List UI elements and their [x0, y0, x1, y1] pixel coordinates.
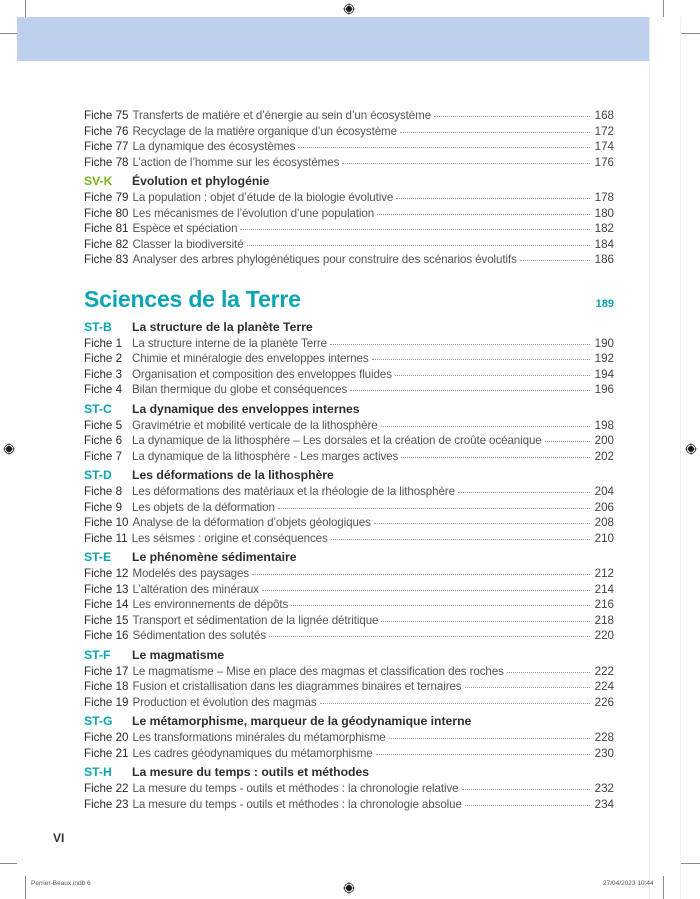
leader-dots — [434, 115, 590, 117]
fiche-label: Fiche 6 — [84, 434, 123, 447]
toc-entry[interactable] — [84, 155, 614, 171]
section-code: SV-K — [84, 174, 113, 188]
leader-dots — [507, 671, 590, 673]
leader-dots — [396, 197, 590, 199]
fiche-title: Le magmatisme – Mise en place des magmas et classification des roches — [132, 664, 504, 678]
toc-entry[interactable] — [84, 484, 614, 500]
fiche-title: La dynamique des écosystèmes — [132, 140, 296, 153]
page-number: 208 — [594, 516, 614, 529]
fiche-label: Fiche 5 — [84, 418, 123, 432]
page-number: 178 — [594, 191, 614, 204]
fiche-title: Modelés des paysages — [132, 567, 250, 580]
section-code: ST-H — [84, 765, 112, 779]
leader-dots — [252, 573, 590, 575]
toc-entry[interactable] — [84, 500, 614, 516]
page-number: 216 — [594, 598, 614, 611]
section-code: ST-E — [84, 550, 112, 564]
fiche-title: Transport et sédimentation de la lignée détritique — [132, 613, 379, 627]
fiche-title: L’action de l’homme sur les écosystèmes — [132, 155, 340, 169]
page-number: 234 — [594, 797, 614, 811]
fiche-label: Fiche 82 — [84, 237, 129, 251]
toc-entry[interactable] — [84, 730, 614, 746]
fiche-title: Sédimentation des solutés — [132, 629, 266, 642]
toc-section-st-f — [84, 646, 614, 711]
fiche-label: Fiche 80 — [84, 206, 129, 220]
page-number: 194 — [594, 367, 614, 381]
page-number: 214 — [594, 582, 614, 596]
fiche-title: Les déformations des matériaux et la rhéologie de la lithosphère — [132, 485, 455, 498]
fiche-label: Fiche 2 — [84, 352, 123, 365]
leader-dots — [278, 507, 590, 509]
fiche-label: Fiche 16 — [84, 629, 129, 642]
page-number: 186 — [594, 253, 614, 266]
page-number: 232 — [594, 782, 614, 795]
toc-entry[interactable] — [84, 252, 614, 268]
fiche-label: Fiche 79 — [84, 191, 129, 204]
fiche-label: Fiche 19 — [84, 695, 129, 709]
fiche-title: La structure interne de la planète Terre — [132, 336, 327, 350]
fiche-label: Fiche 8 — [84, 485, 123, 498]
leader-dots — [381, 620, 590, 622]
earth-science-sections — [84, 318, 614, 813]
toc-section-st-b — [84, 318, 614, 398]
section-name: La mesure du temps : outils et méthodes — [132, 765, 370, 779]
toc-entry[interactable] — [84, 695, 614, 711]
toc-entry[interactable] — [84, 221, 614, 237]
leader-dots — [269, 635, 590, 637]
fiche-label: Fiche 20 — [84, 731, 129, 744]
fiche-label: Fiche 81 — [84, 222, 129, 235]
fiche-label: Fiche 11 — [84, 531, 128, 545]
page-number: 190 — [594, 336, 614, 350]
part-heading[interactable] — [84, 282, 614, 316]
toc-entry[interactable] — [84, 108, 614, 124]
leader-dots — [462, 788, 591, 790]
fiche-title: La mesure du temps - outils et méthodes : la chronologie absolue — [132, 797, 462, 811]
page-edge-line — [649, 17, 650, 899]
page-number: 176 — [594, 155, 614, 169]
leader-dots — [401, 456, 590, 458]
leader-dots — [372, 358, 590, 360]
crop-mark-top-right-horizontal — [680, 33, 700, 34]
fiche-title: Recyclage de la matière organique d’un écosystème — [132, 124, 397, 138]
page-number: 172 — [594, 124, 614, 138]
fiche-label: Fiche 78 — [84, 155, 129, 169]
fiche-label: Fiche 12 — [84, 567, 129, 580]
crop-mark-top-left-vertical — [25, 0, 26, 17]
leader-dots — [331, 538, 590, 540]
leader-dots — [342, 162, 590, 164]
fiche-title: Bilan thermique du globe et conséquences — [132, 383, 348, 396]
section-code: ST-D — [84, 468, 112, 482]
toc-block-sv-j-continued — [84, 108, 614, 170]
fiche-label: Fiche 1 — [84, 336, 123, 350]
toc-entry[interactable] — [84, 139, 614, 155]
fiche-label: Fiche 4 — [84, 383, 123, 396]
toc-entry[interactable] — [84, 664, 614, 680]
fiche-label: Fiche 3 — [84, 367, 123, 381]
leader-dots — [298, 146, 590, 148]
leader-dots — [262, 589, 590, 591]
section-name: Les déformations de la lithosphère — [132, 468, 334, 482]
section-heading — [84, 466, 614, 484]
leader-dots — [330, 343, 590, 345]
page-number: 198 — [594, 418, 614, 432]
toc-section-st-c — [84, 400, 614, 465]
page-number: 200 — [594, 434, 614, 447]
fiche-label: Fiche 9 — [84, 500, 123, 514]
section-name: Le magmatisme — [132, 647, 225, 662]
page-number: 220 — [594, 629, 614, 642]
fiche-title: Les cadres géodynamiques du métamorphisme — [132, 746, 373, 760]
fiche-label: Fiche 83 — [84, 253, 129, 266]
fiche-title: Analyse de la déformation d’objets géologiques — [132, 516, 371, 529]
page-number: 204 — [594, 485, 614, 498]
page-number: 218 — [594, 613, 614, 627]
page-number: 226 — [594, 695, 614, 709]
section-code: ST-B — [84, 319, 112, 334]
leader-dots — [320, 702, 590, 704]
toc-section-st-h — [84, 763, 614, 812]
page-number: 192 — [594, 352, 614, 365]
section-heading — [84, 400, 614, 418]
toc-section-st-e — [84, 548, 614, 644]
leader-dots — [465, 804, 590, 806]
fiche-title: Les mécanismes de l’évolution d’une population — [132, 206, 375, 220]
page-number: 182 — [594, 222, 614, 235]
crop-mark-top-right-vertical — [663, 0, 664, 17]
fiche-label: Fiche 76 — [84, 124, 129, 138]
fiche-title: Espèce et spéciation — [132, 222, 238, 235]
registration-mark-icon — [685, 443, 697, 455]
toc-entry[interactable] — [84, 781, 614, 797]
toc-entry[interactable] — [84, 515, 614, 531]
leader-dots — [545, 440, 590, 442]
crop-mark-bottom-right-horizontal — [680, 863, 700, 864]
toc-section-sv-k — [84, 172, 614, 268]
toc-entry[interactable] — [84, 613, 614, 629]
section-name: La structure de la planète Terre — [132, 319, 313, 334]
leader-dots — [465, 686, 591, 688]
toc-entry[interactable] — [84, 190, 614, 206]
fiche-label: Fiche 23 — [84, 797, 129, 811]
fiche-title: Production et évolution des magmas — [132, 695, 317, 709]
fiche-title: Transferts de matière et d’énergie au sein d’un écosystème — [132, 109, 432, 122]
fiche-title: L’altération des minéraux — [132, 582, 259, 596]
leader-dots — [377, 213, 590, 215]
page-edge-line — [680, 17, 681, 899]
toc-entry[interactable] — [84, 237, 614, 253]
slug-datetime: 27/04/2023 10:44 — [603, 880, 654, 887]
page-number: 180 — [594, 206, 614, 220]
toc-entry[interactable] — [84, 582, 614, 598]
toc-entry[interactable] — [84, 449, 614, 465]
leader-dots — [291, 604, 590, 606]
folio-page-number: VI — [53, 831, 65, 845]
page-number: 222 — [594, 664, 614, 678]
fiche-label: Fiche 77 — [84, 140, 129, 153]
fiche-title: La population : objet d’étude de la biologie évolutive — [132, 191, 394, 204]
toc-entry[interactable] — [84, 797, 614, 813]
leader-dots — [389, 737, 590, 739]
part-page-number: 189 — [595, 297, 614, 310]
toc-entry[interactable] — [84, 679, 614, 695]
page-number: 206 — [594, 500, 614, 514]
leader-dots — [374, 522, 590, 524]
fiche-label: Fiche 22 — [84, 782, 129, 795]
fiche-label: Fiche 21 — [84, 746, 129, 760]
fiche-title: Gravimétrie et mobilité verticale de la lithosphère — [132, 418, 378, 432]
page-number: 184 — [594, 237, 614, 251]
fiche-title: Analyser des arbres phylogénétiques pour construire des scénarios évolutifs — [132, 253, 517, 266]
part-title: Sciences de la Terre — [84, 285, 301, 312]
fiche-label: Fiche 18 — [84, 680, 129, 693]
registration-mark-icon — [343, 882, 355, 894]
toc-entry[interactable] — [84, 597, 614, 613]
section-name: Le phénomène sédimentaire — [132, 550, 297, 564]
section-heading — [84, 318, 614, 336]
section-heading — [84, 712, 614, 730]
leader-dots — [400, 131, 590, 133]
page-number: 196 — [594, 383, 614, 396]
fiche-title: Les transformations minérales du métamorphisme — [132, 731, 386, 744]
toc-entry[interactable] — [84, 206, 614, 222]
toc-entry[interactable] — [84, 382, 614, 398]
toc-entry[interactable] — [84, 531, 614, 547]
table-of-contents — [84, 108, 614, 812]
toc-entry[interactable] — [84, 124, 614, 140]
section-heading — [84, 172, 614, 190]
fiche-title: Les environnements de dépôts — [132, 598, 289, 611]
section-heading — [84, 763, 614, 781]
section-heading — [84, 646, 614, 664]
page-number: 228 — [594, 731, 614, 744]
toc-entry[interactable] — [84, 433, 614, 449]
toc-entry[interactable] — [84, 367, 614, 383]
crop-mark-top-left-horizontal — [0, 33, 17, 34]
toc-section-st-d — [84, 466, 614, 546]
page-number: 202 — [594, 449, 614, 463]
toc-entry[interactable] — [84, 566, 614, 582]
section-heading — [84, 548, 614, 566]
fiche-title: Classer la biodiversité — [132, 237, 244, 251]
crop-mark-bottom-left-vertical — [25, 876, 26, 899]
section-code: ST-C — [84, 401, 112, 416]
fiche-title: Les séismes : origine et conséquences — [131, 531, 328, 545]
page-number: 168 — [594, 109, 614, 122]
page-number: 212 — [594, 567, 614, 580]
fiche-label: Fiche 13 — [84, 582, 129, 596]
section-name: Le métamorphisme, marqueur de la géodynamique interne — [132, 714, 472, 728]
fiche-title: Fusion et cristallisation dans les diagrammes binaires et ternaires — [132, 680, 462, 693]
page-number: 224 — [594, 680, 614, 693]
leader-dots — [350, 389, 590, 391]
fiche-title: La dynamique de la lithosphère – Les dorsales et la création de croûte océanique — [132, 434, 542, 447]
fiche-label: Fiche 7 — [84, 449, 123, 463]
toc-entry[interactable] — [84, 418, 614, 434]
fiche-label: Fiche 10 — [84, 516, 129, 529]
leader-dots — [381, 425, 590, 427]
section-code: ST-G — [84, 714, 113, 728]
page-number: 174 — [594, 140, 614, 153]
header-band — [17, 17, 649, 61]
section-name: La dynamique des enveloppes internes — [132, 401, 360, 416]
toc-entry[interactable] — [84, 746, 614, 762]
toc-entry[interactable] — [84, 336, 614, 352]
slug-filename: Perrier-Beaux.indb 6 — [31, 880, 91, 887]
fiche-title: Les objets de la déformation — [132, 500, 275, 514]
leader-dots — [247, 244, 590, 246]
fiche-label: Fiche 15 — [84, 613, 129, 627]
registration-mark-icon — [3, 443, 15, 455]
toc-entry[interactable] — [84, 628, 614, 644]
fiche-label: Fiche 17 — [84, 664, 129, 678]
section-code: ST-F — [84, 647, 111, 662]
fiche-title: La mesure du temps - outils et méthodes : la chronologie relative — [132, 782, 459, 795]
toc-entry[interactable] — [84, 351, 614, 367]
page-number: 210 — [594, 531, 614, 545]
leader-dots — [458, 491, 590, 493]
leader-dots — [376, 753, 590, 755]
fiche-title: Chimie et minéralogie des enveloppes internes — [132, 352, 369, 365]
leader-dots — [520, 259, 590, 261]
fiche-label: Fiche 14 — [84, 598, 129, 611]
toc-section-st-g — [84, 712, 614, 761]
fiche-title: Organisation et composition des enveloppes fluides — [132, 367, 392, 381]
crop-mark-bottom-left-horizontal — [0, 863, 17, 864]
registration-mark-icon — [343, 3, 355, 15]
leader-dots — [395, 374, 590, 376]
section-name: Évolution et phylogénie — [132, 174, 270, 188]
page-number: 230 — [594, 746, 614, 760]
leader-dots — [240, 228, 590, 230]
crop-mark-bottom-right-vertical — [663, 876, 664, 899]
fiche-title: La dynamique de la lithosphère - Les marges actives — [132, 449, 399, 463]
fiche-label: Fiche 75 — [84, 109, 129, 122]
